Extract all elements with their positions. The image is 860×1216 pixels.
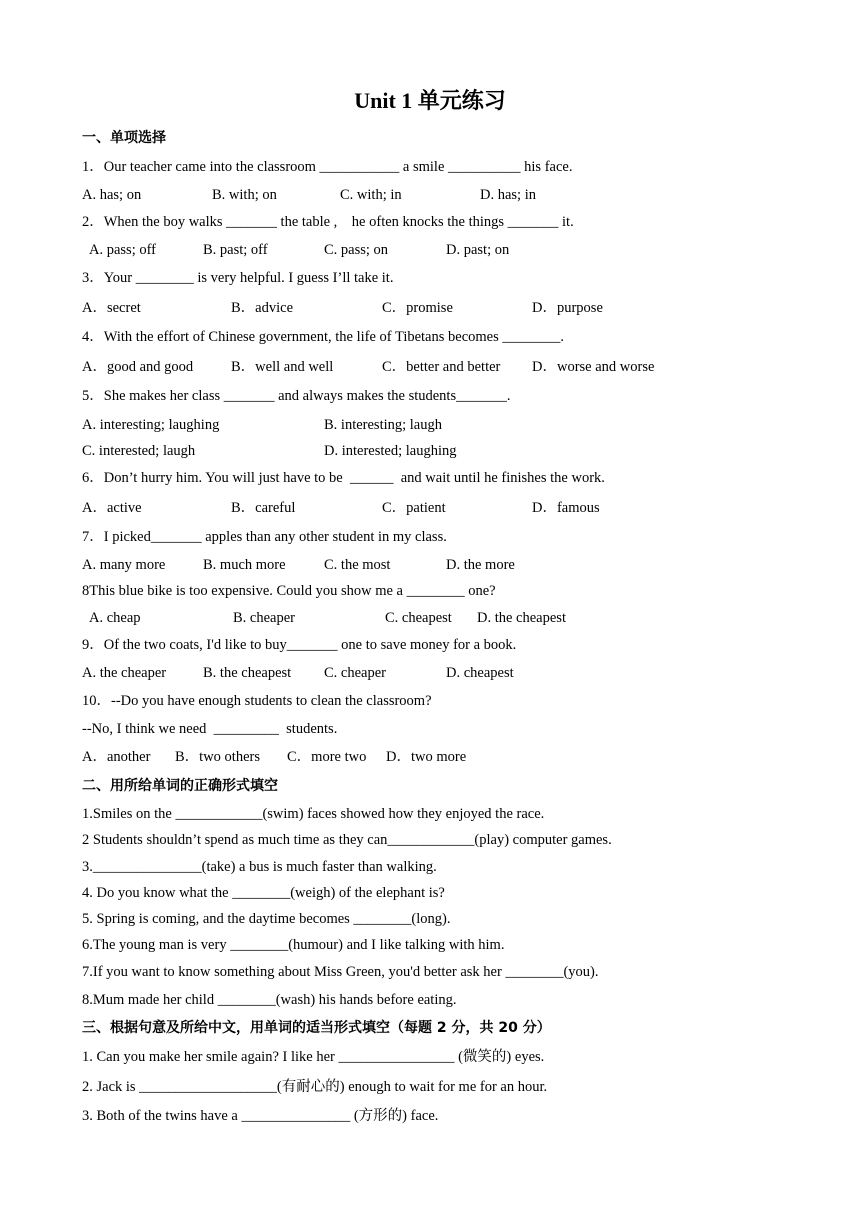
q7-stem: 7．I picked_______ apples than any other student in my class. xyxy=(82,529,447,545)
q10-stem-reply: --No, I think we need _________ students. xyxy=(82,721,338,737)
q6-stem: 6．Don’t hurry him. You will just have to be ______ and wait until he finishes the work. xyxy=(82,470,605,486)
q7-option-a: A. many more xyxy=(82,557,166,573)
q2-option-a: A. pass; off xyxy=(89,242,156,258)
q6-option-b: B．careful xyxy=(231,500,296,516)
q3-stem: 3．Your ________ is very helpful. I guess I’ll take it. xyxy=(82,270,394,286)
q5-option-d: D. interested; laughing xyxy=(324,443,457,459)
s2-item-5: 5. Spring is coming, and the daytime becomes ________(long). xyxy=(82,911,451,927)
q5-option-c: C. interested; laugh xyxy=(82,443,196,459)
section1-heading: 一、单项选择 xyxy=(82,130,166,146)
q8-stem: 8This blue bike is too expensive. Could you show me a ________ one? xyxy=(82,583,496,599)
q3-option-c: C．promise xyxy=(382,300,453,316)
q9-stem: 9．Of the two coats, I'd like to buy_______ one to save money for a book. xyxy=(82,637,517,653)
q3-option-a: A．secret xyxy=(82,300,141,316)
q2-option-b: B. past; off xyxy=(203,242,268,258)
q7-option-d: D. the more xyxy=(446,557,515,573)
q4-option-d: D．worse and worse xyxy=(532,359,655,375)
q7-option-c: C. the most xyxy=(324,557,391,573)
q7-option-b: B. much more xyxy=(203,557,286,573)
q9-option-a: A. the cheaper xyxy=(82,665,167,681)
q1-option-a: A. has; on xyxy=(82,187,142,203)
q1-option-b: B. with; on xyxy=(212,187,277,203)
q1-option-d: D. has; in xyxy=(480,187,536,203)
q4-option-c: C．better and better xyxy=(382,359,501,375)
s3-item-3: 3. Both of the twins have a _______________ (方形的) face. xyxy=(82,1108,439,1124)
q8-option-b: B. cheaper xyxy=(233,610,295,626)
section2-heading: 二、用所给单词的正确形式填空 xyxy=(82,778,278,794)
q6-option-a: A．active xyxy=(82,500,142,516)
q9-option-b: B. the cheapest xyxy=(203,665,292,681)
section3-heading: 三、根据句意及所给中文，用单词的适当形式填空（每题 2 分，共 20 分） xyxy=(82,1020,551,1036)
q6-option-c: C．patient xyxy=(382,500,446,516)
s2-item-1: 1.Smiles on the ____________(swim) faces showed how they enjoyed the race. xyxy=(82,806,545,822)
q1-option-c: C. with; in xyxy=(340,187,402,203)
q9-option-d: D. cheapest xyxy=(446,665,514,681)
q5-stem: 5．She makes her class _______ and always makes the students_______. xyxy=(82,388,511,404)
q3-option-d: D．purpose xyxy=(532,300,603,316)
q10-stem: 10．--Do you have enough students to clean the classroom? xyxy=(82,693,432,709)
page-title: Unit 1 单元练习 xyxy=(354,88,506,113)
q5-option-a: A. interesting; laughing xyxy=(82,417,220,433)
q4-option-b: B．well and well xyxy=(231,359,334,375)
q8-option-c: C. cheapest xyxy=(385,610,452,626)
s2-item-4: 4. Do you know what the ________(weigh) of the elephant is? xyxy=(82,885,445,901)
q2-stem: 2．When the boy walks _______ the table , he often knocks the things _______ it. xyxy=(82,214,574,230)
q2-option-c: C. pass; on xyxy=(324,242,389,258)
s2-item-2: 2 Students shouldn’t spend as much time as they can____________(play) computer games. xyxy=(82,832,612,848)
q8-option-d: D. the cheapest xyxy=(477,610,566,626)
q10-option-d: D．two more xyxy=(386,749,467,765)
q4-stem: 4．With the effort of Chinese government, the life of Tibetans becomes ________. xyxy=(82,329,564,345)
q8-option-a: A. cheap xyxy=(89,610,141,626)
q1-stem: 1．Our teacher came into the classroom ___________ a smile __________ his face. xyxy=(82,159,573,175)
q6-option-d: D．famous xyxy=(532,500,600,516)
q10-option-a: A．another xyxy=(82,749,151,765)
s2-item-8: 8.Mum made her child ________(wash) his hands before eating. xyxy=(82,992,457,1008)
q9-option-c: C. cheaper xyxy=(324,665,386,681)
s2-item-7: 7.If you want to know something about Miss Green, you'd better ask her ________(you). xyxy=(82,964,599,980)
q3-option-b: B．advice xyxy=(231,300,294,316)
s3-item-1: 1. Can you make her smile again? I like her ________________ (微笑的) eyes. xyxy=(82,1049,545,1065)
q10-option-b: B．two others xyxy=(175,749,260,765)
q5-option-b: B. interesting; laugh xyxy=(324,417,442,433)
q4-option-a: A．good and good xyxy=(82,359,194,375)
s2-item-6: 6.The young man is very ________(humour) and I like talking with him. xyxy=(82,937,505,953)
q10-option-c: C．more two xyxy=(287,749,367,765)
s2-item-3: 3._______________(take) a bus is much faster than walking. xyxy=(82,859,437,875)
q2-option-d: D. past; on xyxy=(446,242,510,258)
s3-item-2: 2. Jack is ___________________(有耐心的) enough to wait for me for an hour. xyxy=(82,1079,548,1095)
